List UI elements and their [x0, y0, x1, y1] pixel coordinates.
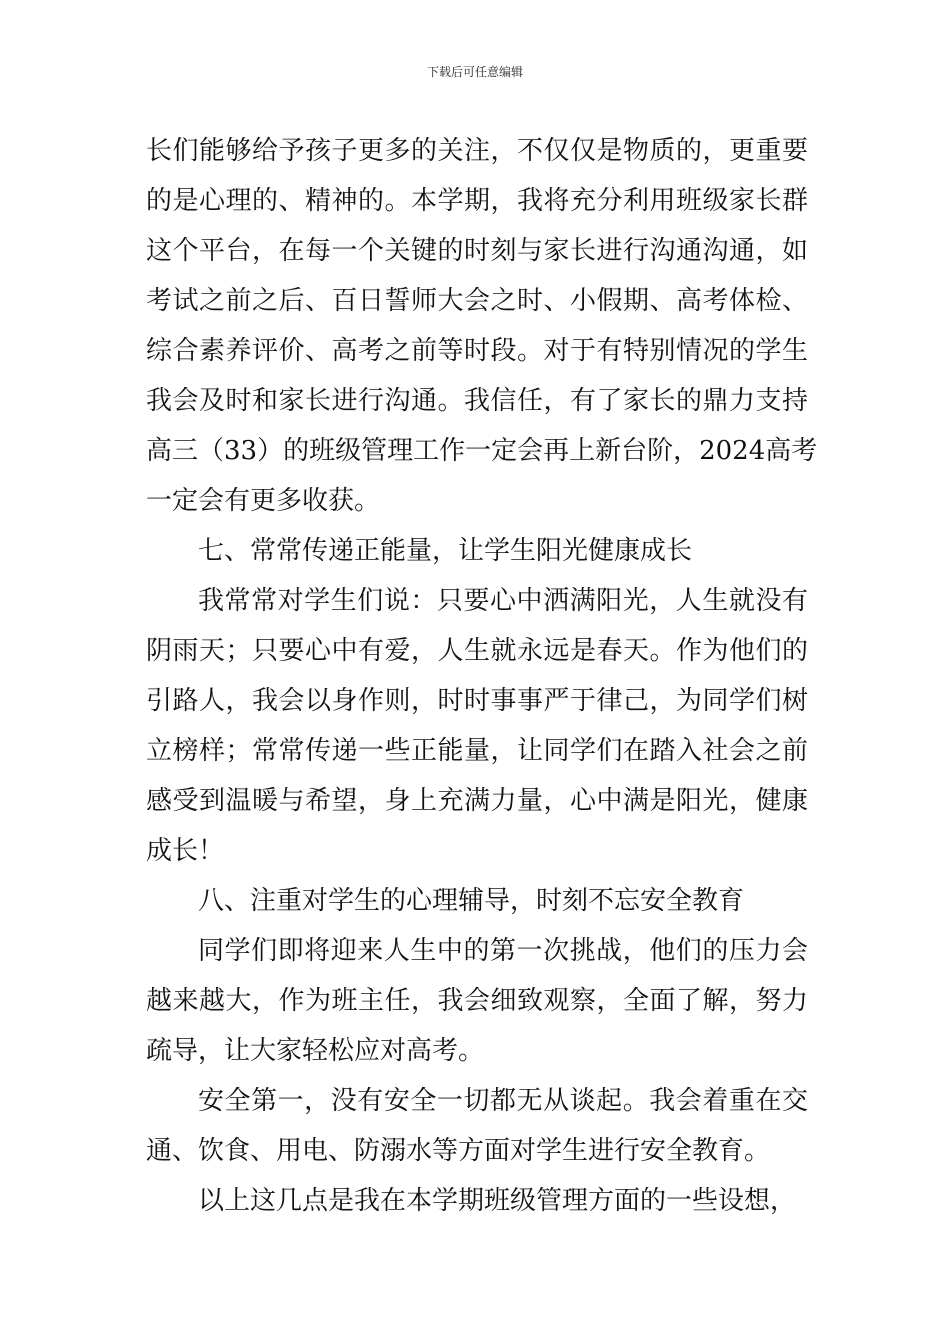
paragraph-line: 安全第一，没有安全一切都无从谈起。我会着重在交	[198, 1086, 808, 1116]
paragraph-line: 长们能够给予孩子更多的关注，不仅仅是物质的，更重要	[146, 136, 808, 166]
paragraph-line: 我会及时和家长进行沟通。我信任，有了家长的鼎力支持	[146, 386, 808, 416]
paragraph-line: 同学们即将迎来人生中的第一次挑战，他们的压力会	[198, 936, 808, 966]
paragraph-line: 八、注重对学生的心理辅导，时刻不忘安全教育	[198, 886, 745, 916]
paragraph-line: 考试之前之后、百日誓师大会之时、小假期、高考体检、	[146, 286, 808, 316]
paragraph-line: 引路人，我会以身作则，时时事事严于律己，为同学们树	[146, 686, 808, 716]
paragraph-line: 高三（33）的班级管理工作一定会再上新台阶，2024高考	[146, 436, 818, 466]
document-body	[146, 126, 818, 1226]
paragraph-line: 七、常常传递正能量，让学生阳光健康成长	[198, 536, 693, 566]
paragraph-line: 一定会有更多收获。	[146, 486, 381, 516]
paragraph-line: 综合素养评价、高考之前等时段。对于有特别情况的学生	[146, 336, 808, 366]
paragraph-line: 这个平台，在每一个关键的时刻与家长进行沟通沟通，如	[146, 236, 808, 266]
paragraph-line: 成长！	[146, 836, 225, 866]
paragraph-line: 我常常对学生们说：只要心中洒满阳光，人生就没有	[198, 586, 808, 616]
paragraph-line: 以上这几点是我在本学期班级管理方面的一些设想，	[198, 1186, 797, 1216]
paragraph-line: 越来越大，作为班主任，我会细致观察，全面了解，努力	[146, 986, 808, 1016]
paragraph-line: 疏导，让大家轻松应对高考。	[146, 1036, 485, 1066]
paragraph-line: 感受到温暖与希望，身上充满力量，心中满是阳光，健康	[146, 786, 808, 816]
page-header-note: 下载后可任意编辑	[426, 65, 523, 79]
paragraph-line: 立榜样；常常传递一些正能量，让同学们在踏入社会之前	[146, 736, 808, 766]
paragraph-line: 阴雨天；只要心中有爱，人生就永远是春天。作为他们的	[146, 636, 808, 666]
paragraph-line: 通、饮食、用电、防溺水等方面对学生进行安全教育。	[146, 1136, 771, 1166]
paragraph-line: 的是心理的、精神的。本学期，我将充分利用班级家长群	[146, 186, 808, 216]
